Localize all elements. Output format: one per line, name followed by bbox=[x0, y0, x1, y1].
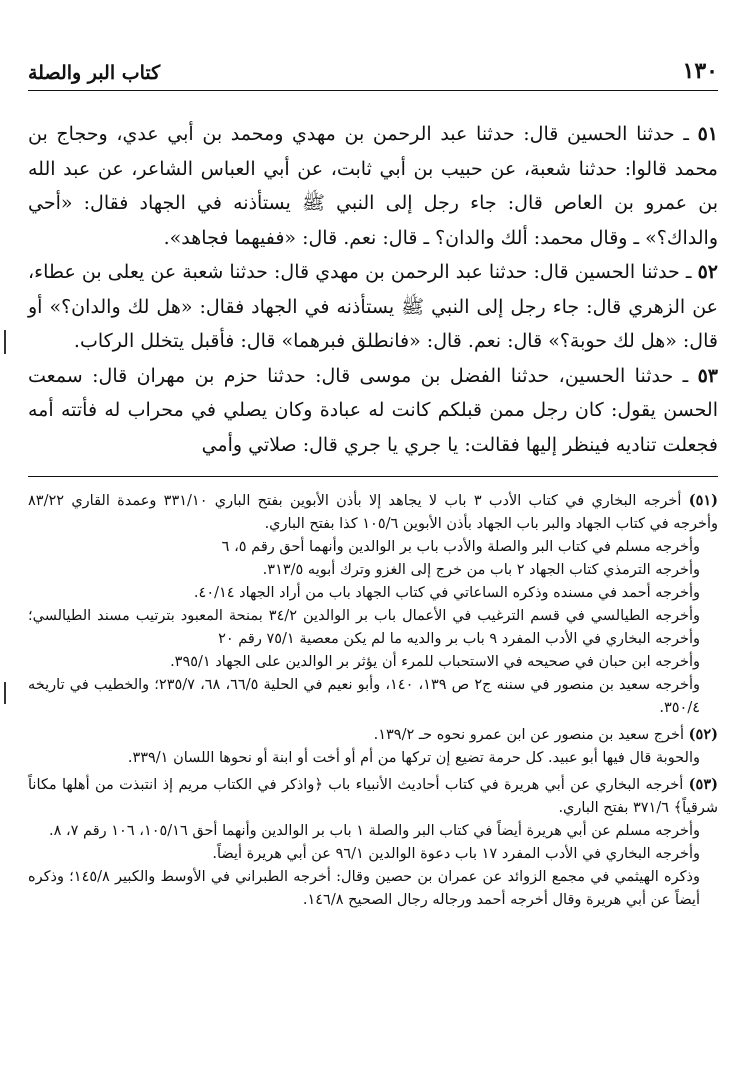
footnote-text: أخرجه البخاري عن أبي هريرة في كتاب أحاديث الأنبياء باب ﴿واذكر في الكتاب مريم إذ انتبذت من أهلها مكاناً شرقياً﴾ ٣٧١/٦ بفتح الباري. bbox=[28, 777, 718, 816]
footnote-line: وذكره الهيثمي في مجمع الزوائد عن عمران بن حصين وقال: أخرجه الطبراني في الأوسط والكبير ١٤٥/٨؛ وذكره أيضاً عن أبي هريرة وقال أخرجه أحمد ورجاله رجال الصحيح ١٤٦/٨. bbox=[28, 869, 700, 908]
page-number: ١٣٠ bbox=[682, 58, 718, 84]
footnote-group bbox=[28, 723, 718, 770]
footnote-line: وأخرجه الطيالسي في قسم الترغيب في الأعمال باب بر الوالدين ٣٤/٢ بمنحة المعبود بترتيب مسند الطيالسي؛ وأخرجه البخاري في الأدب المفرد ٩ باب بر والديه ما لم يكن معصية ٧٥/١ رقم ٢٠ bbox=[28, 608, 700, 647]
footnote-line: وأخرجه أحمد في مسنده وذكره الساعاتي في كتاب الجهاد باب من أراد الجهاد ٤٠/١٤. bbox=[193, 585, 700, 601]
footnote-number: (٥٢) bbox=[688, 726, 718, 743]
footnote-text: أخرجه البخاري في كتاب الأدب ٣ باب لا يجاهد إلا بأذن الأبوين بفتح الباري ٣٣١/١٠ وعمدة القاري ٨٣/٢٢ وأخرجه في كتاب الجهاد والبر باب الجهاد بأذن الأبوين ١٠٥/٦ كذا بفتح الباري. bbox=[28, 493, 718, 532]
main-text bbox=[28, 117, 718, 462]
footnote-line: وأخرجه ابن حبان في صحيحه في الاستحباب للمرء أن يؤثر بر الوالدين على الجهاد ٣٩٥/١. bbox=[170, 654, 700, 670]
footnote-line bbox=[28, 489, 718, 536]
book-page bbox=[28, 58, 718, 915]
hadith-text: ـ حدثنا الحسين قال: حدثنا عبد الرحمن بن مهدي قال: حدثنا شعبة عن يعلى بن عطاء، عن الزهري قال: جاء رجل إلى النبي ﷺ يستأذنه في الجهاد فقال: «هل لك والدان؟» أو قال: «هل لك حوبة؟» قال: نعم. قال: «فانطلق فبرهما» قال: فأقبل يتخلل الركاب. bbox=[28, 261, 718, 352]
footnote-line: وأخرجه مسلم في كتاب البر والصلة والأدب باب بر الوالدين وأنهما أحق رقم ٥، ٦ bbox=[221, 539, 700, 555]
footnote-number: (٥١) bbox=[688, 492, 719, 509]
running-header bbox=[28, 58, 718, 91]
footnote-group bbox=[28, 489, 718, 720]
footnotes bbox=[28, 489, 718, 912]
hadith-text: ـ حدثنا الحسين قال: حدثنا عبد الرحمن بن مهدي ومحمد بن أبي عدي، وحجاج بن محمد قالوا: حدثنا شعبة، عن حبيب بن أبي ثابت، عن أبي العباس الشاعر، عن عبد الله بن عمرو بن العاص قال: جاء رجل إلى النبي ﷺ يستأذنه في الجهاد فقال: «أحي والداك؟» ـ وقال محمد: ألك والدان؟ ـ قال: نعم. قال: «ففيهما فجاهد». bbox=[28, 123, 718, 249]
footnote-line: والحوبة قال فيها أبو عبيد. كل حرمة تضيع إن تركها من أم أو أخت أو ابنة أو نحوها اللسان ٣٣٩/١. bbox=[127, 750, 700, 766]
footnote-text: أخرج سعيد بن منصور عن ابن عمرو نحوه حـ ١٣٩/٢. bbox=[373, 727, 685, 743]
hadith-paragraph bbox=[28, 359, 718, 463]
hadith-number: ٥١ bbox=[697, 123, 718, 145]
hadith-number: ٥٢ bbox=[697, 261, 718, 283]
footnote-line: وأخرجه البخاري في الأدب المفرد ١٧ باب دعوة الوالدين ٩٦/١ عن أبي هريرة أيضاً. bbox=[212, 846, 700, 862]
scan-edge-mark-top bbox=[4, 330, 6, 354]
footnote-line bbox=[28, 723, 718, 747]
hadith-text: ـ حدثنا الحسين، حدثنا الفضل بن موسى قال: حدثنا حزم بن مهران قال: سمعت الحسن يقول: كان رجل ممن قبلكم كانت له عبادة وكان يصلي في محراب له فأتته أمه فجعلت تناديه فينظر إليها فقالت: يا جري يا جري قال: صلاتي وأمي bbox=[28, 364, 718, 456]
footnote-line: وأخرجه سعيد بن منصور في سننه ج٢ ص ١٣٩، ١٤٠، وأبو نعيم في الحلية ٦٦/٥، ٦٨، ٢٣٥/٧؛ والخطيب في تاريخه ٣٥٠/٤. bbox=[28, 677, 700, 716]
scan-edge-mark-bottom bbox=[4, 682, 6, 704]
footnote-line: وأخرجه الترمذي كتاب الجهاد ٢ باب من خرج إلى الغزو وترك أبويه ٣١٣/٥. bbox=[262, 562, 700, 578]
book-title: كتاب البر والصلة bbox=[28, 62, 161, 84]
hadith-paragraph bbox=[28, 255, 718, 359]
footnote-group bbox=[28, 773, 718, 912]
footnote-number: (٥٣) bbox=[688, 776, 718, 793]
hadith-paragraph bbox=[28, 117, 718, 255]
footnote-divider bbox=[28, 476, 718, 477]
footnote-line bbox=[28, 773, 718, 820]
hadith-number: ٥٣ bbox=[697, 364, 718, 387]
footnote-line: وأخرجه مسلم عن أبي هريرة أيضاً في كتاب البر والصلة ١ باب بر الوالدين وأنهما أحق ١٠٥/١٦، ١٠٦ رقم ٧، ٨. bbox=[48, 823, 700, 839]
